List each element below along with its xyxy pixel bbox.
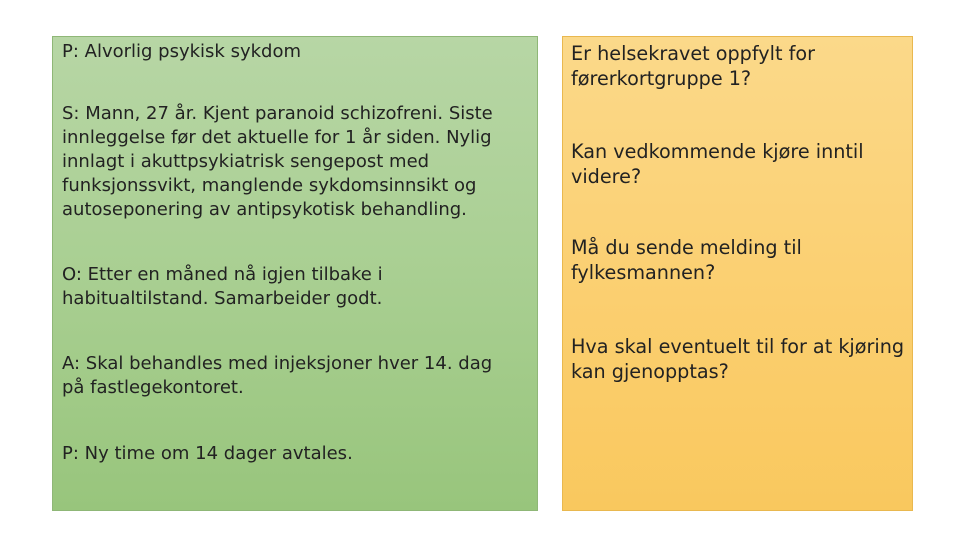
question-resume-driving: Hva skal eventuelt til for at kjøring kan gjenopptas? [571, 335, 905, 383]
question-notify-governor: Må du sende melding til fylkesmannen? [571, 236, 802, 284]
problem-text: P: Alvorlig psykisk sykdom [62, 41, 302, 62]
case-summary-panel [52, 36, 538, 511]
plan-text: P: Ny time om 14 dager avtales. [62, 443, 353, 464]
questions-panel [562, 36, 913, 511]
question-health-requirement: Er helsekravet oppfylt for førerkortgruppe 1? [571, 42, 815, 90]
question-driving-meanwhile: Kan vedkommende kjøre inntil videre? [571, 140, 864, 188]
subjective-text: S: Mann, 27 år. Kjent paranoid schizofreni. Siste innleggelse før det aktuelle for 1 år siden. Nylig innlagt i akuttpsykiatrisk sengepost med funksjonssvikt, manglende sykdomsinnsikt og autoseponering av antipsykotisk behandling. [62, 103, 493, 220]
assessment-text: A: Skal behandles med injeksjoner hver 14. dag på fastlegekontoret. [62, 353, 493, 398]
objective-text: O: Etter en måned nå igjen tilbake i habitualtilstand. Samarbeider godt. [62, 264, 383, 309]
